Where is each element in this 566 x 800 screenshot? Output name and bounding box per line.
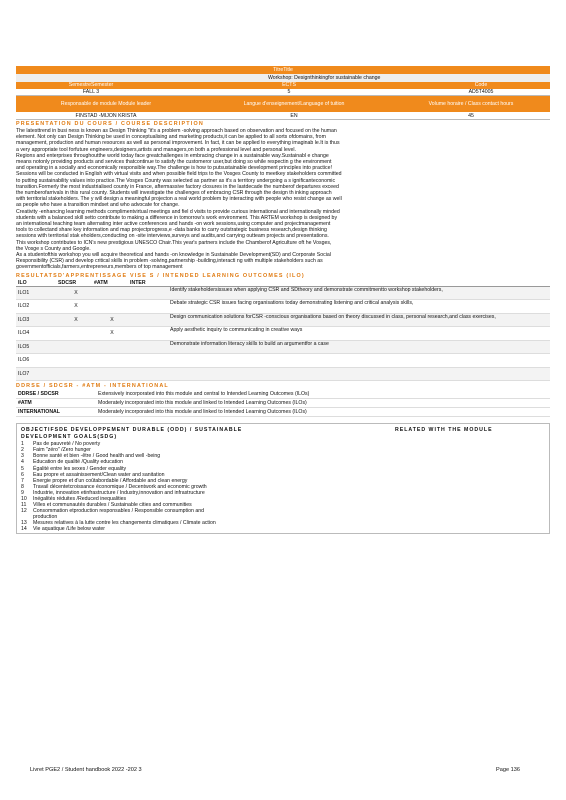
- sdg-number: 10: [21, 496, 27, 503]
- ilo-description: Design communication solutions forCSR -conscious organisations based on theory discussed in class, personal research,and class exercises,: [170, 313, 496, 320]
- dd-text: Extensively incorporated into this module and central to Intended Learning Outcomes (ILOs): [98, 391, 310, 398]
- sdg-text: Mesures relatives à la lutte contre les changements climatiques / Climate action: [33, 520, 216, 527]
- list-item: [21, 526, 545, 532]
- table-row: [16, 390, 550, 399]
- presentation-line: governmentofficials,farmers,entrepreneurs,members of top management: [16, 264, 183, 271]
- language-value: EN: [290, 113, 298, 119]
- ilo-description: Demonstrate information literacy skills to build an argumentfor a case: [170, 340, 329, 347]
- sdg-text: Industrie, innovation etinfrastructure / Industry,innovation and infrastructure: [33, 489, 205, 496]
- presentation-line: with territorial stakeholders. The y will design a meaningful projecton a real world problem by interacting with people who resist change as well: [16, 196, 342, 203]
- presentation-line: to putting sustainability values into practice.The Vosges County was selected as partner as it's a territory undergoing a s ignificanteconomic: [16, 177, 336, 184]
- dd-label: DDRSE / SDCSR: [18, 391, 59, 398]
- ilo-mark: [58, 368, 94, 381]
- sdg-text: Égalité entre les sexes / Gender equality: [33, 465, 127, 472]
- table-row: [16, 300, 550, 314]
- dd-text: Moderately incorporated into this module and linked to Intended Learning Outcomes (ILOs): [98, 400, 307, 407]
- sdg-number: 2: [21, 447, 24, 454]
- col-atm: #ATM: [94, 279, 108, 286]
- ilo-mark: X: [74, 303, 78, 310]
- sdg-number: 9: [21, 489, 24, 496]
- presentation-line: as people who have a transition mindset and who advocate for change.: [16, 202, 180, 209]
- sdg-number: 5: [21, 465, 24, 472]
- ilo-mark: [130, 327, 166, 340]
- page-number: Page 136: [496, 767, 520, 773]
- presentation-line: sessions with territorial stak eholders,conducting on -site interviews,surveys and audits,and carrying outteam projects and presentations.: [16, 233, 329, 240]
- ilo-mark: [130, 354, 166, 367]
- ilo-mark: [130, 341, 166, 354]
- semester-label-row: [16, 82, 550, 89]
- ilo-description: Identify stakeholdersissues when applying CSR and SDtheory and demonstrate commitmentto workshop stakeholders,: [170, 286, 443, 293]
- responsible-value-row: [16, 112, 550, 120]
- presentation-line: As a studentofthis workshop you will acquire theoretical and hands -on knowledge in Sustainable Development(SD) and Corporate Social: [16, 252, 331, 259]
- sdg-heading: OBJECTIFSDE DEVELOPPEMENT DURABLE (ODD) / SUSTAINABLE: [21, 427, 243, 434]
- sdg-text: Inégalités réduites /Reduced inequalities: [33, 496, 127, 503]
- language-label: Langue d'enseignement/Language of tuition: [243, 101, 345, 107]
- outcomes-heading: RESULTATSD'APPRENTISSAGE VISE S / INTENDED LEARNING OUTCOMES (ILO): [16, 272, 305, 279]
- presentation-line: Responsibility (CSR) and develop critical skills in problem -solving,partnership -building,interacti ng with multiple stakeholders such as: [16, 258, 323, 265]
- sdg-table: [16, 423, 550, 533]
- presentation-text: [16, 128, 550, 271]
- presentation-line: means notonly providing products and services thatcontinue to satisfy the customeror user,but doing so while respectin g the environment: [16, 159, 332, 166]
- sdg-heading-2: DEVELOPMENT GOALS(SDG): [21, 433, 118, 440]
- sdg-list: [21, 441, 545, 532]
- page-footer: [30, 767, 520, 773]
- presentation-line: the Vosge s County and Google.: [16, 245, 91, 252]
- sdg-number: 3: [21, 453, 24, 460]
- ilo-mark: [58, 327, 94, 340]
- dd-table: [16, 390, 550, 417]
- sdg-text: production: [33, 514, 58, 521]
- course-sheet: [16, 66, 550, 534]
- outcomes-table: [16, 287, 550, 382]
- ilo-id: ILO4: [18, 330, 30, 337]
- presentation-line: tools to collectand share key information and map projectprogress,e -data banks to carry outstrategic business research,design thinking: [16, 227, 327, 234]
- presentation-line: management, production and human resources as well as personal improvement. In fact, it can be applied to everything imaginab le.It is thus: [16, 140, 340, 147]
- title-bar: [16, 66, 550, 74]
- ilo-mark: [94, 341, 130, 354]
- semester-value-row: [16, 89, 550, 96]
- sdg-number: 12: [21, 508, 27, 515]
- ilo-id: ILO2: [18, 303, 30, 310]
- col-sdcsr: SDCSR: [58, 279, 77, 286]
- presentation-line: Sessions will be conducted in English with virtual visits and when possible field trips to the Vosges County to meetkey stakeholders committed: [16, 171, 342, 178]
- title-label: TitreTitle: [273, 67, 293, 73]
- table-row: [16, 287, 550, 301]
- semester-label: SemestreSemester: [68, 82, 114, 88]
- sdg-number: 11: [21, 502, 27, 509]
- ilo-mark: [94, 368, 130, 381]
- sdg-text: Faim "zéro" /Zero hunger: [33, 447, 91, 454]
- ilo-mark: X: [74, 316, 78, 323]
- ilo-mark: X: [74, 289, 78, 296]
- ilo-description: [166, 354, 550, 367]
- ilo-description: Apply aesthetic inquiry to communicating in creative ways: [170, 327, 303, 334]
- sdg-number: 1: [21, 441, 24, 448]
- ilo-mark: [94, 354, 130, 367]
- sdg-header: [21, 427, 545, 441]
- code-label: Code: [474, 82, 488, 88]
- responsible-label: Responsable de module Module leader: [60, 100, 152, 107]
- dd-text: Moderately incorporated into this module and linked to Intended Learning Outcomes (ILOs): [98, 409, 307, 416]
- sdg-number: 14: [21, 526, 27, 533]
- ilo-id: ILO5: [18, 343, 30, 350]
- ilo-mark: [94, 300, 130, 313]
- ilo-id: ILO1: [18, 289, 30, 296]
- ects-label: ECTS: [282, 82, 296, 88]
- sdg-text: Pas de pauvreté / No poverty: [33, 441, 101, 448]
- footer-handbook: Livret PGE2 / Student handbook 2022 -202 3: [30, 767, 142, 773]
- ilo-mark: [130, 300, 166, 313]
- sdg-text: Bonne santé et bien -être / Good health and well -being: [33, 453, 161, 460]
- sdg-text: Eau propre et assainissement/Clean water and sanitation: [33, 471, 165, 478]
- table-row: [16, 399, 550, 408]
- table-row: [16, 368, 550, 382]
- sdg-number: 8: [21, 483, 24, 490]
- sdg-text: Education de qualité /Quality education: [33, 459, 123, 466]
- sdg-number: 7: [21, 477, 24, 484]
- responsible-value: FINSTAD -MIJON KRISTA: [75, 113, 137, 119]
- dd-label: #ATM: [18, 400, 32, 407]
- presentation-line: and operating in a socially and economically responsible way.The challenge is how to putsustainable development principles into practice!: [16, 165, 332, 172]
- presentation-line: the numberofarrivals in this rural county. Students will investigate the challenges of embracing CSR through the design th inking approach: [16, 190, 332, 197]
- dd-heading: DDRSE / SDCSR - #ATM - INTERNATIONAL: [16, 383, 169, 390]
- ilo-mark: X: [110, 316, 114, 323]
- presentation-line: transition.Formerly the most industrialised county in France, aftermassive factory closures in the lastdecade the numberof departures exceed: [16, 183, 339, 190]
- ilo-mark: [58, 354, 94, 367]
- sdg-text: Travail décentetcroissance économique / Decentwork and economic growth: [33, 483, 207, 490]
- volume-value: 45: [468, 113, 474, 119]
- workshop-title: Workshop: Designthinkingfor sustainable change: [268, 75, 381, 81]
- sdg-related-heading: RELATED WITH THE MODULE: [395, 427, 493, 434]
- sdg-text: Consommation etproduction responsables / Responsible consumption and: [33, 508, 205, 515]
- presentation-line: element. Not only can Design Thinking be used in conceptualising and marketing products,it can be applied to all sorts ofdomains, from: [16, 134, 326, 141]
- ects-value: 5: [287, 89, 291, 95]
- dd-label: INTERNATIONAL: [18, 409, 60, 416]
- outcomes-header-row: [16, 280, 550, 287]
- ilo-description: Debate strategic CSR issues facing organisations today demonstrating listening and critical analysis skills,: [170, 300, 414, 307]
- sdg-number: 4: [21, 459, 24, 466]
- ilo-mark: [94, 287, 130, 300]
- col-ilo: ILO: [18, 279, 27, 286]
- sdg-text: Vie aquatique /Life below water: [33, 526, 106, 533]
- ilo-description: [166, 368, 550, 381]
- responsible-label-row: [16, 96, 550, 112]
- presentation-heading: PRESENTATION DU COURS / COURSE DESCRIPTION: [16, 121, 204, 127]
- table-row: [16, 408, 550, 417]
- ilo-id: ILO7: [18, 370, 30, 377]
- ilo-id: ILO6: [18, 357, 30, 364]
- ilo-id: ILO3: [18, 316, 30, 323]
- presentation-line: Creativity -enhancing learning methods complimentvirtual meetings and fiel d visits to provide curious international and internationally minded: [16, 208, 340, 215]
- ilo-mark: [130, 314, 166, 327]
- table-row: [16, 354, 550, 368]
- ilo-mark: X: [110, 330, 114, 337]
- presentation-line: students with a balanced skill setto contribute to making a difference in tomorrow's work environment. This ARTEM workshop is designed by: [16, 214, 338, 221]
- presentation-line: Regions and enterprises throughoutthe world today face greatchallenges in embracing change in a sustainable way.Sustainabl e change: [16, 152, 329, 159]
- table-row: [16, 341, 550, 355]
- workshop-row: [16, 74, 550, 82]
- table-row: [16, 314, 550, 328]
- table-row: [16, 327, 550, 341]
- semester-value: FALL 3: [82, 89, 100, 95]
- presentation-line: The latesttrend in busi ness is known as Design Thinking "it's a problem -solving approach based on observation and focused on the human: [16, 128, 337, 134]
- col-inter: INTER: [130, 279, 146, 286]
- sdg-text: Villes et communautés durables / Sustainable cities and communities: [33, 502, 192, 509]
- volume-label: Volume horaire / Class contact hours: [428, 100, 514, 107]
- code-value: AD5T4005: [468, 89, 494, 95]
- presentation-line: This workshop contributes to ICN's new prestigious UNESCO Chair.This year's partners include the Chamberof Agriculture oft he Vosges,: [16, 239, 332, 246]
- sdg-text: Energie propre et d'un coûtabordable / Affordable and clean energy: [33, 477, 188, 484]
- presentation-line: an international teaching team alternating inter active conferences and hands -on work sessions,using computer and projectmanagement: [16, 221, 331, 228]
- ilo-mark: [130, 368, 166, 381]
- sdg-number: 13: [21, 520, 27, 527]
- presentation-line: a very appropriate tool forfuture engineers,designers,artists and managers,on both a professional level and personal level.: [16, 146, 297, 153]
- ilo-mark: [130, 287, 166, 300]
- ilo-mark: [58, 341, 94, 354]
- sdg-number: 6: [21, 471, 24, 478]
